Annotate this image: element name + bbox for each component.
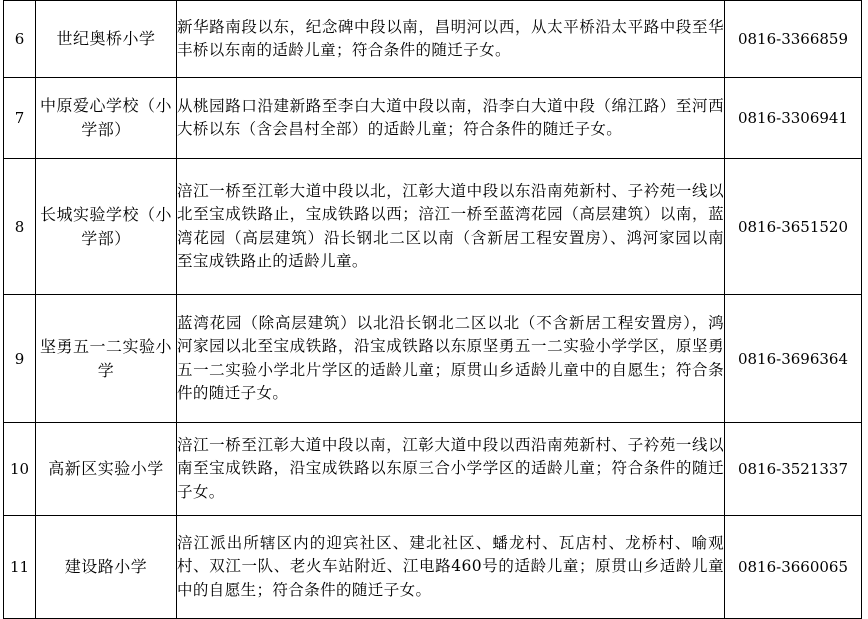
table-row — [4, 78, 862, 159]
school-name: 高新区实验小学 — [36, 423, 177, 516]
enrollment-area: 新华路南段以东，纪念碑中段以南，昌明河以西，从太平桥沿太平路中段至华丰桥以东南的适龄儿童；符合条件的随迁子女。 — [177, 1, 725, 78]
table-row — [4, 516, 862, 619]
school-name: 坚勇五一二实验小学 — [36, 295, 177, 423]
row-number: 11 — [4, 516, 36, 619]
enrollment-area: 涪江派出所辖区内的迎宾社区、建北社区、蟠龙村、瓦店村、龙桥村、喻观村、双江一队、老火车站附近、江电路460号的适龄儿童；原贯山乡适龄儿童中的自愿生；符合条件的随迁子女。 — [177, 516, 725, 619]
school-name: 长城实验学校（小学部） — [36, 159, 177, 295]
row-number: 9 — [4, 295, 36, 423]
contact-phone: 0816-3366859 — [725, 1, 862, 78]
table-row — [4, 423, 862, 516]
table-row — [4, 295, 862, 423]
row-number: 6 — [4, 1, 36, 78]
contact-phone: 0816-3660065 — [725, 516, 862, 619]
row-number: 8 — [4, 159, 36, 295]
row-number: 7 — [4, 78, 36, 159]
school-name: 中原爱心学校（小学部） — [36, 78, 177, 159]
contact-phone: 0816-3696364 — [725, 295, 862, 423]
row-number: 10 — [4, 423, 36, 516]
school-name: 建设路小学 — [36, 516, 177, 619]
enrollment-area: 从桃园路口沿建新路至李白大道中段以南，沿李白大道中段（绵江路）至河西大桥以东（含会昌村全部）的适龄儿童；符合条件的随迁子女。 — [177, 78, 725, 159]
enrollment-area: 涪江一桥至江彰大道中段以南，江彰大道中段以西沿南苑新村、子衿苑一线以南至宝成铁路，沿宝成铁路以东原三合小学学区的适龄儿童；符合条件的随迁子女。 — [177, 423, 725, 516]
school-district-table — [3, 0, 862, 619]
contact-phone: 0816-3651520 — [725, 159, 862, 295]
school-name: 世纪奥桥小学 — [36, 1, 177, 78]
enrollment-area: 蓝湾花园（除高层建筑）以北沿长钢北二区以北（不含新居工程安置房），鸿河家园以北至宝成铁路，沿宝成铁路以东原坚勇五一二实验小学学区，原坚勇五一二实验小学北片学区的适龄儿童；原贯山乡适龄儿童中的自愿生；符合条件的随迁子女。 — [177, 295, 725, 423]
enrollment-area: 涪江一桥至江彰大道中段以北，江彰大道中段以东沿南苑新村、子衿苑一线以北至宝成铁路止，宝成铁路以西；涪江一桥至蓝湾花园（高层建筑）以南，蓝湾花园（高层建筑）沿长钢北二区以南（含新居工程安置房）、鸿河家园以南至宝成铁路止的适龄儿童。 — [177, 159, 725, 295]
contact-phone: 0816-3306941 — [725, 78, 862, 159]
table-row — [4, 1, 862, 78]
contact-phone: 0816-3521337 — [725, 423, 862, 516]
table-row — [4, 159, 862, 295]
